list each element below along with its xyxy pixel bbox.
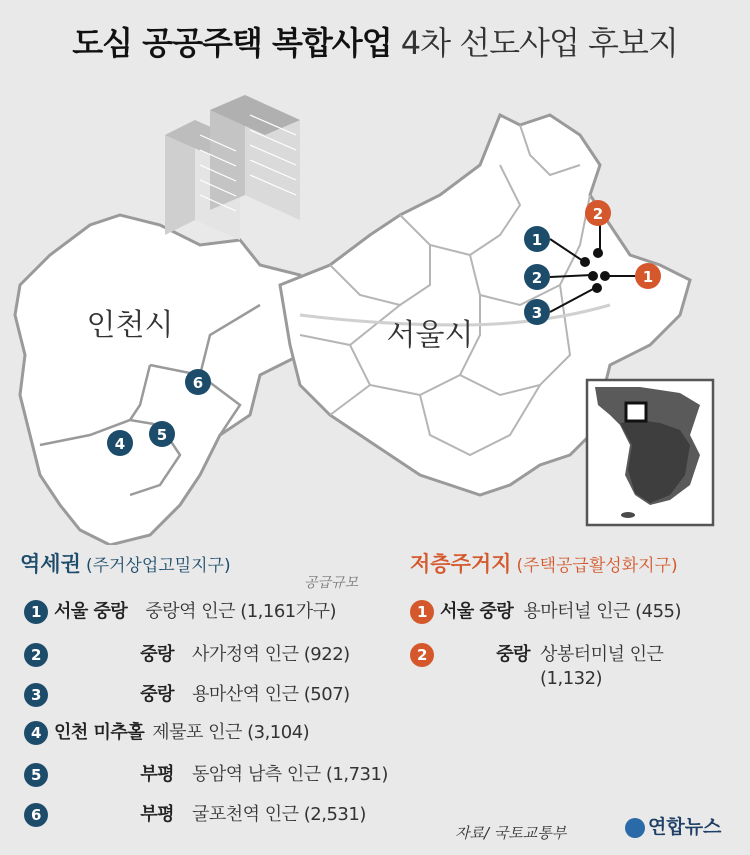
legend-station-title: 역세권 [20, 552, 81, 576]
incheon-region [15, 215, 320, 545]
apartment-illustration [165, 95, 300, 240]
legend-lowrise-subtitle: (주택공급활성화지구) [516, 556, 678, 576]
legend-item-continued: (1,132) [540, 668, 603, 689]
svg-text:6: 6 [192, 374, 204, 392]
marker-blue-3 [524, 299, 550, 325]
location-dot [593, 248, 603, 258]
logo-icon [625, 818, 645, 838]
map [0, 75, 750, 545]
legend-item: 3 중랑 용마산역 인근 (507) [24, 680, 350, 707]
legend-item: 5 부평 동암역 남측 인근 (1,731) [24, 760, 388, 787]
legend-item: 4 인천 미추홀 제물포 인근 (3,104) [24, 718, 309, 745]
legend-low-rise [410, 548, 678, 578]
location-dot [588, 271, 598, 281]
legend-item: 2 중랑 상봉터미널 인근 [410, 640, 663, 667]
title-bold: 도심 공공주택 복합사업 [72, 24, 392, 62]
marker-blue-6 [185, 369, 211, 395]
marker-orange-2 [585, 200, 611, 226]
location-dot [580, 257, 590, 267]
legend-lowrise-title: 저층주거지 [410, 552, 512, 576]
inset-korea-map [587, 380, 713, 525]
yonhap-logo: 연합뉴스 [625, 812, 721, 839]
marker-blue-1 [524, 226, 550, 252]
scale-label: 공급규모 [304, 575, 359, 591]
svg-text:2: 2 [531, 269, 543, 287]
legend-item: 2 중랑 사가정역 인근 (922) [24, 640, 350, 667]
svg-text:1: 1 [531, 231, 543, 249]
legend-item: 1 서울 중랑 용마터널 인근 (455) [410, 597, 681, 624]
legend-item: 6 부평 굴포천역 인근 (2,531) [24, 800, 366, 827]
svg-text:2: 2 [592, 205, 604, 223]
svg-text:1: 1 [642, 268, 654, 286]
marker-blue-5 [149, 421, 175, 447]
incheon-label: 인천시 [86, 308, 174, 343]
title-light: 4차 선도사업 후보지 [400, 24, 678, 62]
location-dot [592, 283, 602, 293]
page-title [0, 18, 750, 64]
svg-text:3: 3 [531, 304, 543, 322]
source-credit: 자료/ 국토교통부 [455, 824, 567, 842]
marker-blue-4 [107, 430, 133, 456]
legend-station-subtitle: (주거상업고밀지구) [85, 556, 231, 576]
legend-item: 1 서울 중랑 중랑역 인근 (1,161가구) [24, 597, 336, 624]
svg-text:4: 4 [114, 435, 126, 453]
marker-orange-1 [635, 263, 661, 289]
location-dot [600, 271, 610, 281]
seoul-label: 서울시 [386, 318, 474, 353]
marker-blue-2 [524, 264, 550, 290]
legend-station-area [20, 548, 231, 578]
svg-text:5: 5 [156, 426, 168, 444]
